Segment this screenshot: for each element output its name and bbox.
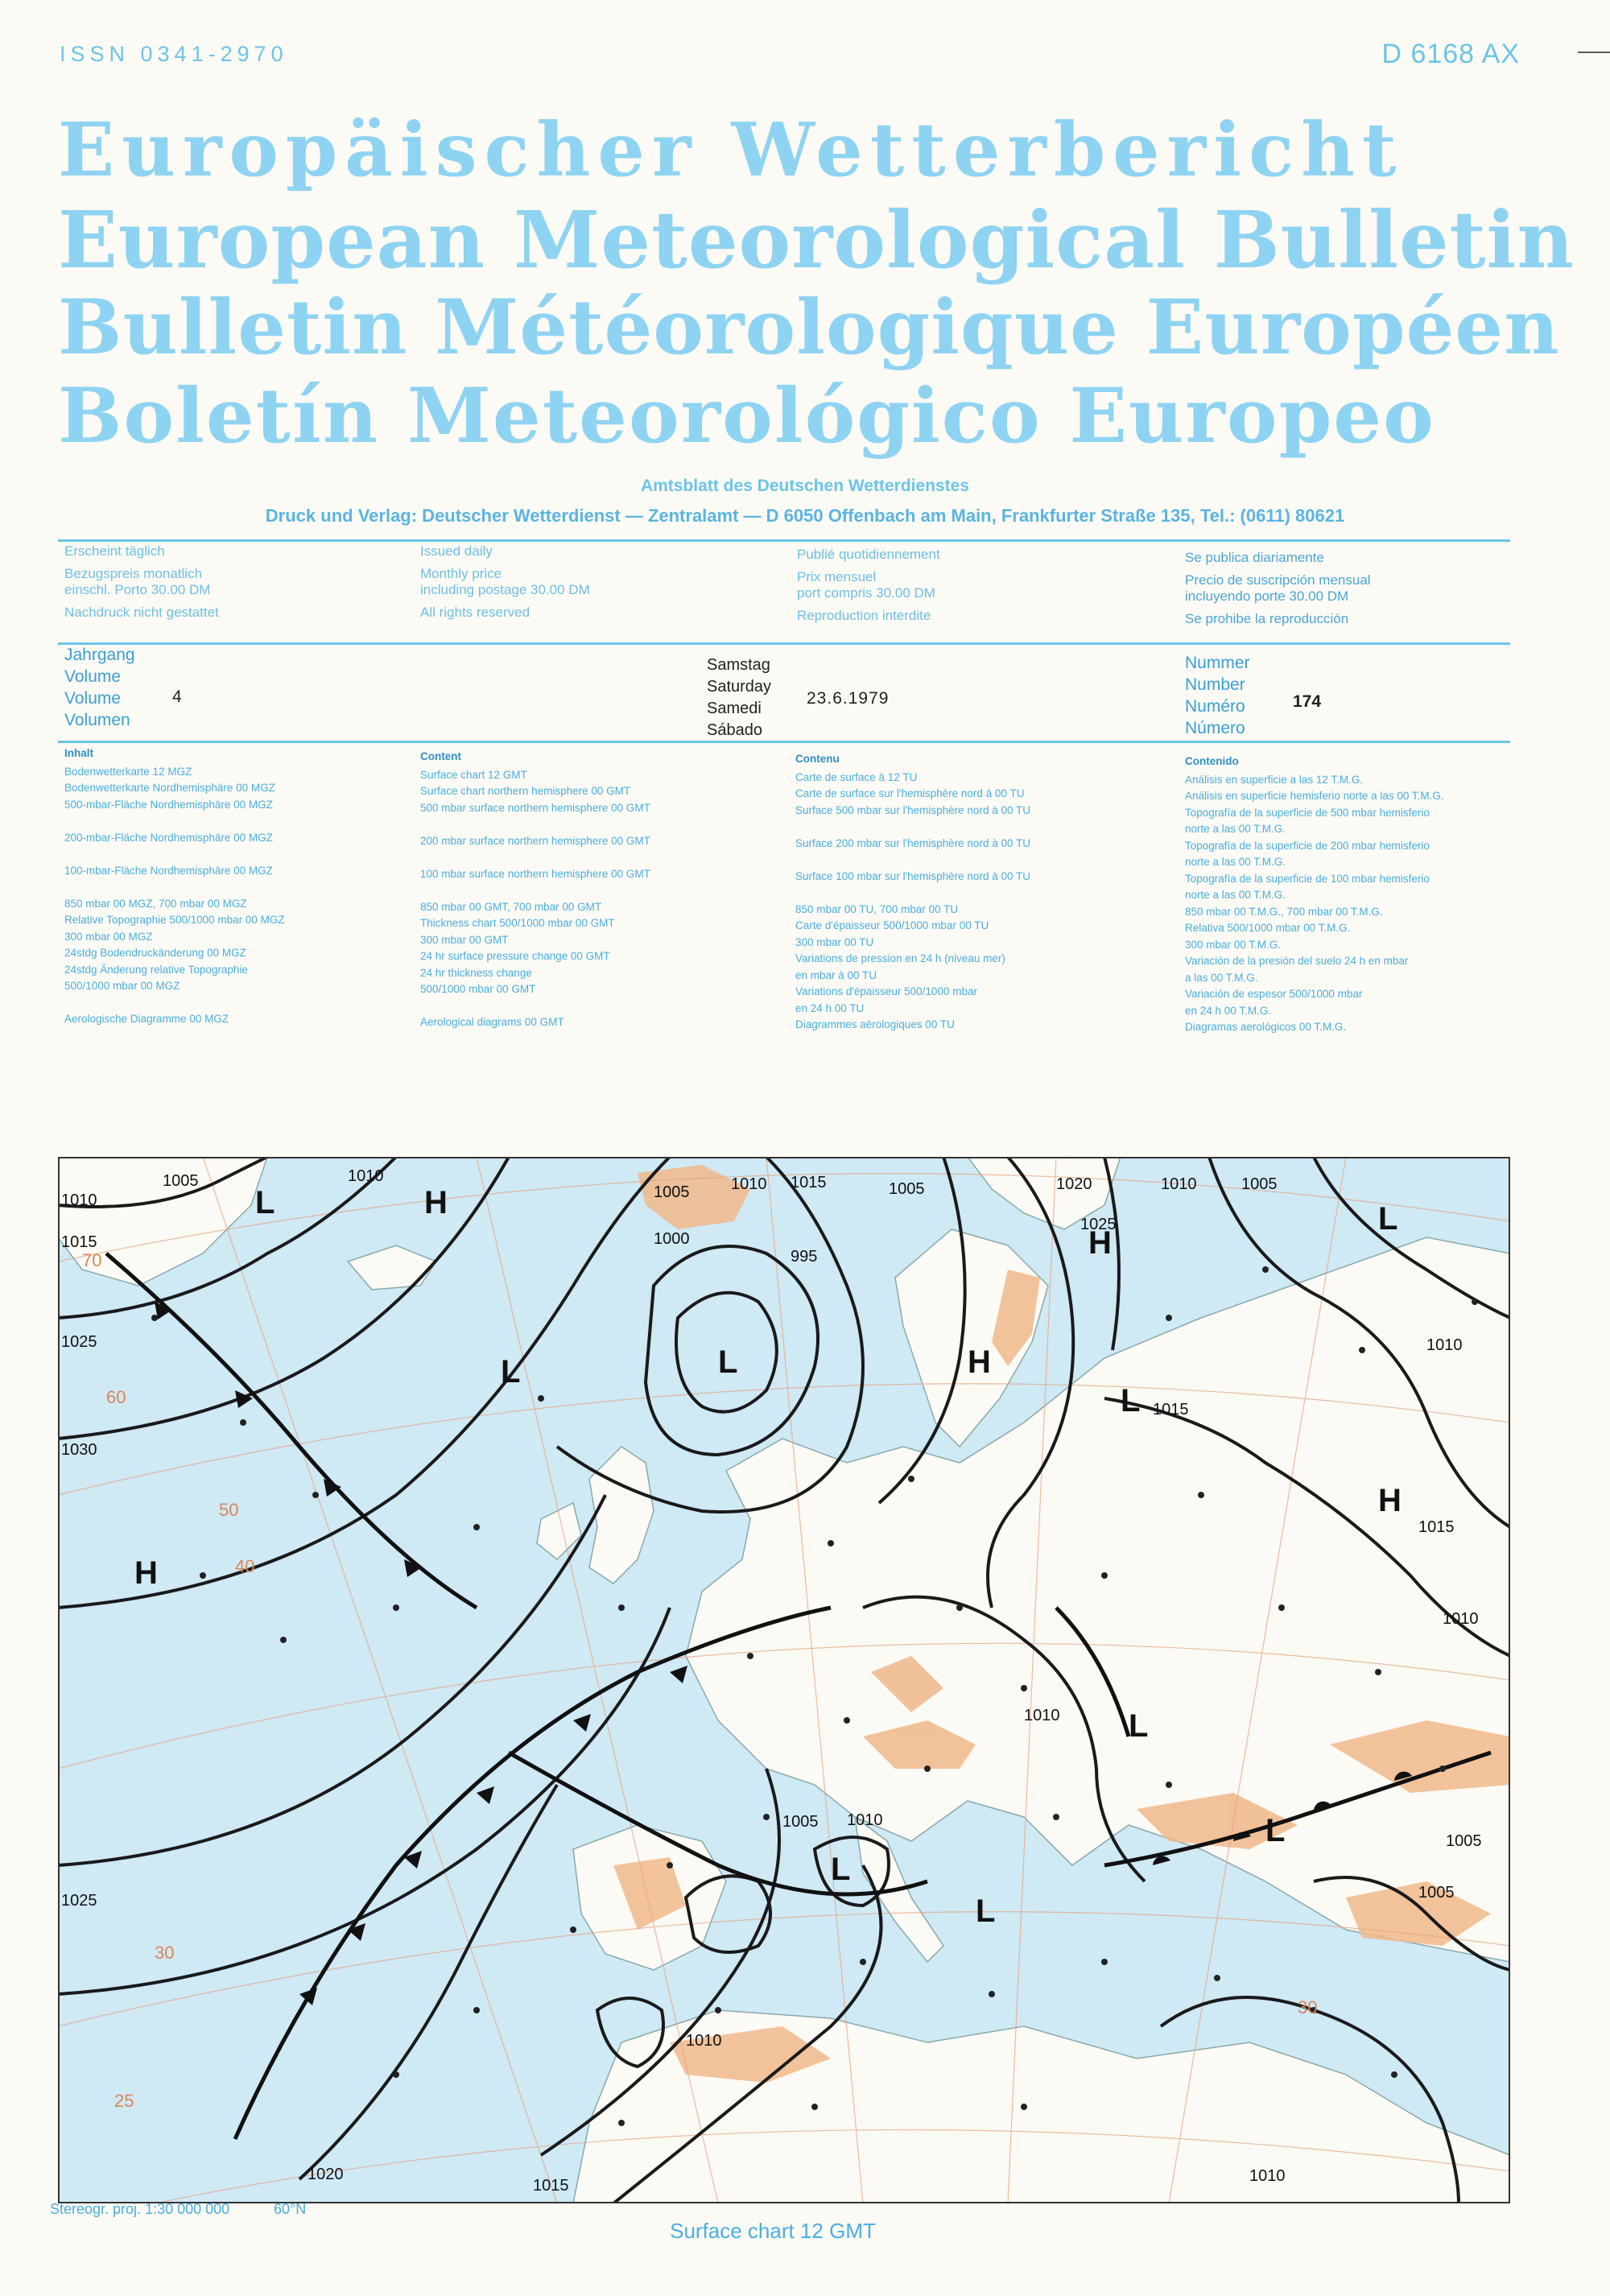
svg-text:1015: 1015: [1418, 1518, 1455, 1536]
contents-item: Bodenwetterkarte 12 MGZ: [64, 765, 192, 778]
weekday-labels: Samstag Saturday Samedi Sábado: [707, 656, 772, 739]
contents-item: Surface chart 12 GMT: [420, 768, 527, 781]
contents-item: 200 mbar surface northern hemisphere 00 GMT: [420, 834, 650, 847]
issn-number: ISSN 0341-2970: [60, 42, 288, 66]
official-gazette-note: Amtsblatt des Deutschen Wetterdienstes: [640, 477, 970, 495]
contents-item: 200-mbar-Fläche Nordhemisphäre 00 MGZ: [64, 831, 273, 844]
svg-text:40: 40: [235, 1556, 255, 1576]
svg-text:1030: 1030: [61, 1441, 97, 1459]
contents-item: Variación de espesor 500/1000 mbar: [1185, 988, 1363, 1000]
pressure-center-label: H: [1088, 1225, 1112, 1261]
contents-item: Topografía de la superficie de 500 mbar hemisferio: [1185, 806, 1430, 819]
svg-text:1020: 1020: [308, 2166, 344, 2183]
contents-item: 24stdg Bodendruckänderung 00 MGZ: [64, 947, 246, 959]
svg-text:1010: 1010: [1249, 2167, 1286, 2185]
svg-text:1010: 1010: [1024, 1707, 1060, 1724]
contents-item: norte a las 00 T.M.G.: [1185, 889, 1286, 901]
contents-item: [420, 998, 650, 1015]
contents-item: 100 mbar surface northern hemisphere 00 GMT: [420, 867, 650, 880]
svg-text:1010: 1010: [847, 1811, 883, 1829]
svg-text:1010: 1010: [1161, 1175, 1197, 1193]
contents-item: 500/1000 mbar 00 MGZ: [64, 980, 180, 992]
contents-item: 500-mbar-Fläche Nordhemisphäre 00 MGZ: [64, 798, 273, 811]
contents-item: Variación de la presión del suelo 24 h en mbar: [1185, 955, 1409, 967]
pressure-center-label: L: [255, 1185, 275, 1220]
contents-heading: Content: [420, 750, 461, 762]
contents-item: 24stdg Änderung relative Topographie: [64, 963, 248, 976]
contents-item: Variations d'épaisseur 500/1000 mbar: [795, 985, 977, 997]
svg-text:1000: 1000: [654, 1230, 690, 1248]
pressure-center-label: H: [424, 1185, 448, 1220]
contents-item: Surface 100 mbar sur l'hemisphère nord à 00 TU: [795, 869, 1030, 882]
svg-text:1005: 1005: [1418, 1884, 1455, 1902]
contents-item: en mbar à 00 TU: [795, 968, 877, 981]
pressure-center-label: H: [1378, 1483, 1402, 1518]
divider: [58, 642, 1510, 645]
terms-french: Publié quotidiennement Prix mensuel port compris 30.00 DM Reproduction interdite: [797, 547, 940, 623]
contents-item: 850 mbar 00 GMT, 700 mbar 00 GMT: [420, 900, 602, 913]
pressure-center-label: L: [1378, 1201, 1398, 1237]
contents-english: [420, 749, 650, 1031]
contents-item: Bodenwetterkarte Nordhemisphäre 00 MGZ: [64, 782, 275, 794]
terms-spanish: Se publica diariamente Precio de suscripción mensual incluyendo porte 30.00 DM Se prohibe la reproducción: [1185, 550, 1371, 626]
publisher-address: Druck und Verlag: Deutscher Wetterdienst — Zentralamt — D 6050 Offenbach am Main, Frankfurter Straße 135, Tel.: (0611) 80621: [265, 506, 1345, 526]
contents-item: [795, 852, 1030, 869]
contents-item: 24 hr thickness change: [420, 966, 532, 979]
volume-labels: Jahrgang Volume Volume Volumen: [64, 646, 135, 729]
contents-item: [64, 879, 285, 896]
issue-date: 23.6.1979: [807, 689, 890, 708]
corner-mark: [1578, 52, 1610, 53]
svg-text:1025: 1025: [61, 1333, 97, 1351]
contents-item: Surface 500 mbar sur l'hemisphère nord à 00 TU: [795, 803, 1030, 816]
divider: [58, 741, 1510, 743]
publication-code: D 6168 AX: [1381, 39, 1520, 69]
contents-item: Relativa 500/1000 mbar 00 T.M.G.: [1185, 922, 1351, 934]
svg-text:1005: 1005: [163, 1172, 199, 1190]
svg-text:70: 70: [82, 1250, 102, 1270]
contents-item: [795, 819, 1030, 836]
contents-item: Thickness chart 500/1000 mbar 00 GMT: [420, 917, 615, 929]
contents-item: norte a las 00 T.M.G.: [1185, 823, 1286, 835]
svg-text:1015: 1015: [61, 1233, 97, 1251]
number-labels: Nummer Number Numéro Número: [1185, 654, 1250, 737]
contents-item: Diagramas aerológicos 00 T.M.G.: [1185, 1021, 1347, 1033]
pressure-center-label: L: [718, 1344, 738, 1380]
contents-item: 300 mbar 00 TU: [795, 935, 874, 948]
contents-item: en 24 h 00 TU: [795, 1001, 865, 1014]
contents-spanish: [1185, 754, 1444, 1036]
contents-item: Carte de surface sur l'hemisphère nord à 00 TU: [795, 787, 1025, 799]
svg-text:1010: 1010: [61, 1191, 97, 1209]
contents-german: [64, 745, 285, 1028]
svg-text:1010: 1010: [348, 1167, 384, 1185]
contents-item: Aerological diagrams 00 GMT: [420, 1016, 564, 1028]
contents-item: 850 mbar 00 MGZ, 700 mbar 00 MGZ: [64, 897, 247, 910]
contents-item: Carte de surface à 12 TU: [795, 770, 918, 783]
contents-item: Variations de pression en 24 h (niveau mer): [795, 952, 1005, 964]
svg-text:60: 60: [106, 1387, 126, 1407]
contents-item: Surface chart northern hemisphere 00 GMT: [420, 785, 631, 797]
contents-item: [64, 813, 285, 830]
svg-text:1010: 1010: [1443, 1610, 1479, 1628]
svg-text:30: 30: [1298, 1997, 1318, 2017]
svg-text:1015: 1015: [791, 1174, 827, 1191]
contents-item: Análisis en superficie hemisferio norte a las 00 T.M.G.: [1185, 790, 1444, 802]
contents-item: a las 00 T.M.G.: [1185, 971, 1258, 984]
contents-item: en 24 h 00 T.M.G.: [1185, 1004, 1272, 1017]
svg-text:1020: 1020: [1056, 1175, 1092, 1193]
projection-note: Stereogr. proj. 1:30 000 000: [50, 2201, 230, 2217]
svg-text:1015: 1015: [1153, 1401, 1189, 1418]
pressure-center-label: L: [831, 1852, 851, 1887]
svg-text:1010: 1010: [1426, 1336, 1463, 1354]
contents-item: 500/1000 mbar 00 GMT: [420, 983, 536, 995]
contents-item: 100-mbar-Fläche Nordhemisphäre 00 MGZ: [64, 864, 273, 877]
contents-item: Topografía de la superficie de 100 mbar hemisferio: [1185, 872, 1430, 885]
contents-item: Surface 200 mbar sur l'hemisphère nord à 00 TU: [795, 836, 1030, 849]
svg-text:1025: 1025: [1080, 1216, 1117, 1233]
svg-text:995: 995: [791, 1248, 818, 1266]
svg-text:1005: 1005: [1241, 1175, 1278, 1193]
contents-item: Aerologische Diagramme 00 MGZ: [64, 1013, 229, 1025]
contents-item: Diagrammes aérologiques 00 TU: [795, 1018, 955, 1030]
divider: [58, 539, 1510, 542]
svg-text:1025: 1025: [61, 1892, 97, 1910]
contents-item: 500 mbar surface northern hemisphere 00 GMT: [420, 801, 650, 814]
pressure-center-label: L: [1129, 1708, 1149, 1744]
contents-item: 300 mbar 00 MGZ: [64, 930, 153, 943]
contents-item: 300 mbar 00 GMT: [420, 933, 509, 946]
contents-item: Topografía de la superficie de 200 mbar hemisferio: [1185, 839, 1430, 852]
title-spanish: Boletín Meteorológico Europeo: [58, 372, 1435, 460]
contents-item: Relative Topographie 500/1000 mbar 00 MGZ: [64, 914, 285, 926]
contents-item: 300 mbar 00 T.M.G.: [1185, 938, 1282, 951]
pressure-center-label: H: [968, 1344, 991, 1380]
issue-number: 174: [1293, 692, 1322, 711]
title-french: Bulletin Météorologique Européen: [58, 283, 1560, 372]
contents-heading: Inhalt: [64, 747, 93, 759]
terms-english: Issued daily Monthly price including postage 30.00 DM All rights reserved: [420, 543, 590, 620]
contents-item: Carte d'épaisseur 500/1000 mbar 00 TU: [795, 919, 989, 931]
svg-text:1005: 1005: [782, 1813, 819, 1831]
svg-text:30: 30: [155, 1943, 175, 1963]
contents-item: [420, 816, 650, 833]
contents-item: [64, 846, 285, 863]
contents-item: 850 mbar 00 T.M.G., 700 mbar 00 T.M.G.: [1185, 905, 1383, 918]
pressure-center-label: L: [976, 1893, 996, 1929]
contents-heading: Contenido: [1185, 755, 1239, 767]
contents-item: 850 mbar 00 TU, 700 mbar 00 TU: [795, 902, 959, 915]
contents-item: [64, 995, 285, 1012]
map-caption: Surface chart 12 GMT: [670, 2219, 876, 2243]
pressure-center-label: L: [1265, 1813, 1286, 1848]
title-english: European Meteorological Bulletin: [58, 194, 1575, 286]
svg-text:1010: 1010: [686, 2032, 722, 2050]
pressure-center-label: L: [501, 1354, 521, 1390]
contents-item: [420, 882, 650, 899]
pressure-center-label: L: [1121, 1383, 1141, 1418]
svg-text:1005: 1005: [889, 1180, 925, 1198]
contents-item: [795, 885, 1030, 902]
svg-text:1005: 1005: [654, 1183, 690, 1201]
svg-text:1005: 1005: [1446, 1832, 1482, 1850]
pressure-center-label: H: [134, 1555, 158, 1591]
contents-item: 24 hr surface pressure change 00 GMT: [420, 950, 610, 962]
svg-text:50: 50: [219, 1500, 239, 1520]
svg-text:1010: 1010: [731, 1175, 767, 1193]
svg-text:25: 25: [114, 2091, 134, 2111]
title-german: Europäischer Wetterbericht: [58, 106, 1404, 193]
reference-latitude: 60°N: [274, 2201, 307, 2217]
terms-german: Erscheint täglich Bezugspreis monatlich einschl. Porto 30.00 DM Nachdruck nicht gestattet: [64, 543, 219, 620]
contents-item: [420, 849, 650, 866]
surface-weather-map: [58, 1157, 1510, 2203]
contents-item: Análisis en superficie a las 12 T.M.G.: [1185, 773, 1364, 786]
volume-number: 4: [172, 688, 182, 706]
contents-item: norte a las 00 T.M.G.: [1185, 856, 1286, 868]
svg-text:1015: 1015: [533, 2177, 569, 2195]
contents-french: [795, 751, 1030, 1034]
contents-heading: Contenu: [795, 753, 840, 765]
